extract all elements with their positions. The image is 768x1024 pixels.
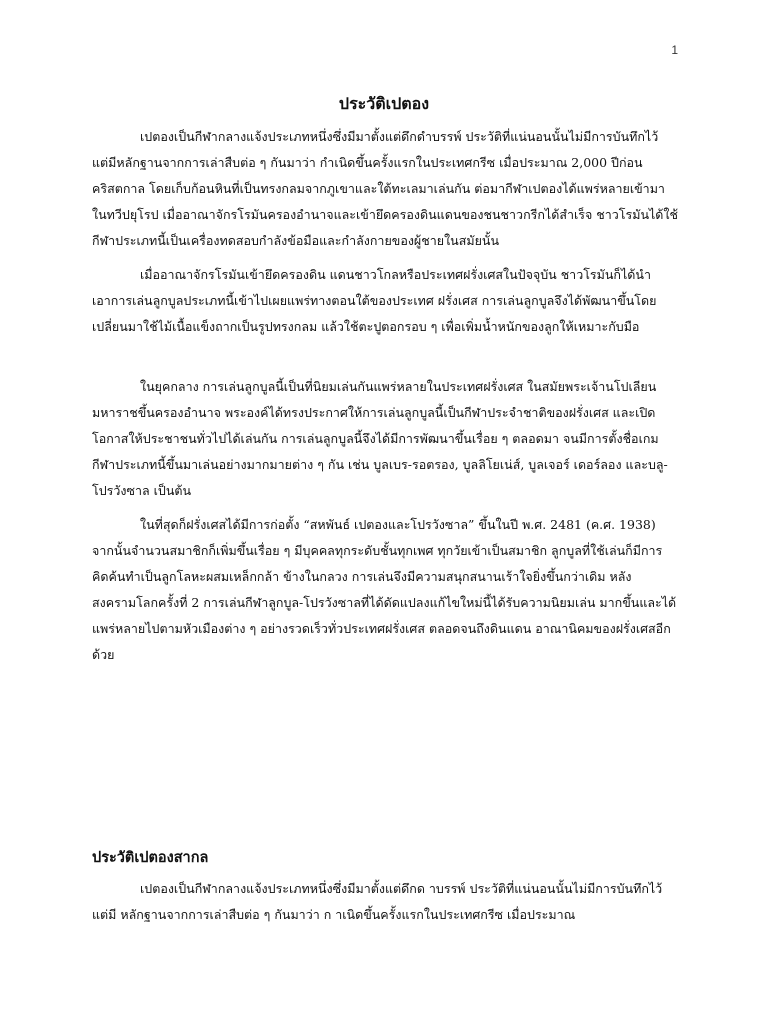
page-number: 1: [671, 43, 678, 57]
paragraph-4: ในที่สุดก็ฝรั่งเศสได้มีการก่อตั้ง “สหพันธ์ เปตองและโปรวังซาล” ขึ้นในปี พ.ศ. 2481 (ค.ศ. 1938) จากนั้นจำนวนสมาชิกก็เพิ่มขึ้นเรื่อย ๆ มีบุคคลทุกระดับชั้นทุกเพศ ทุกวัยเข้าเป็นสมาชิก ลูกบูลที่ใช้เล่นก็มีการคิดค้นทำเป็นลูกโลหะผสมเหล็กกล้า ข้างในกลวง การเล่นจึงมีความสนุกสนานเร้าใจยิ่งขึ้นกว่าเดิม หลังสงครามโลกครั้งที่ 2 การเล่นกีฬาลูกบูล-โปรวังซาลที่ได้ดัดแปลงแก้ไขใหม่นี้ได้รับความนิยมเล่น มากขึ้นและได้แพร่หลายไปตามหัวเมืองต่าง ๆ อย่างรวดเร็วทั่วประเทศฝรั่งเศส ตลอดจนถึงดินแดน อาณานิคมของฝรั่งเศสอีกด้วย: [92, 517, 677, 662]
paragraph-1: เปตองเป็นกีฬากลางแจ้งประเภทหนึ่งซึ่งมีมาตั้งแต่ดึกดำบรรพ์ ประวัติที่แน่นอนนั้นไม่มีการบันทึกไว้ แต่มีหลักฐานจากการเล่าสืบต่อ ๆ กันมาว่า กำเนิดขึ้นครั้งแรกในประเทศกรีซ เมื่อประมาณ 2,000 ปีก่อนคริสตกาล โดยเก็บก้อนหินที่เป็นทรงกลมจากภูเขาและใต้ทะเลมาเล่นกัน ต่อมากีฬาเปตองได้แพร่หลายเข้ามาในทวีปยุโรป เมื่ออาณาจักรโรมันครองอำนาจและเข้ายึดครองดินแดนของชนชาวกรีกได้สำเร็จ ชาวโรมันได้ใช้กีฬาประเภทนี้เป็นเครื่องทดสอบกำลังข้อมือและกำลังกายของผู้ชายในสมัยนั้น: [92, 129, 678, 248]
document-title: ประวัติเปตอง: [338, 94, 430, 113]
paragraph-3: ในยุคกลาง การเล่นลูกบูลนี้เป็นที่นิยมเล่นกันแพร่หลายในประเทศฝรั่งเศส ในสมัยพระเจ้านโปเลียนมหาราชขึ้นครองอำนาจ พระองค์ได้ทรงประกาศให้การเล่นลูกบูลนี้เป็นกีฬาประจำชาติของฝรั่งเศส และเปิดโอกาสให้ประชาชนทั่วไปได้เล่นกัน การเล่นลูกบูลนี้จึงได้มีการพัฒนาขึ้นเรื่อย ๆ ตลอดมา จนมีการตั้งชื่อเกมกีฬาประเภทนี้ขึ้นมาเล่นอย่างมากมายต่าง ๆ กัน เช่น บูลเบร-รอตรอง, บูลลิโยเน่ส์, บูลเจอร์ เดอร์ลอง และบลู- โปรวังซาล เป็นต้น: [92, 379, 668, 498]
section-title: ประวัติเปตองสากล: [92, 849, 209, 866]
paragraph-2: เมื่ออาณาจักรโรมันเข้ายึดครองดิน แดนชาวโกลหรือประเทศฝรั่งเศสในปัจจุบัน ชาวโรมันก็ได้นำเอาการเล่นลูกบูลประเภทนี้เข้าไปเผยแพร่ทางตอนใต้ของประเทศ ฝรั่งเศส การเล่นลูกบูลจึงได้พัฒนาขึ้นโดยเปลี่ยนมาใช้ไม้เนื้อแข็งถากเป็นรูปทรงกลม แล้วใช้ตะปูตอกรอบ ๆ เพื่อเพิ่มน้ำหนักของลูกให้เหมาะกับมือ: [92, 267, 657, 334]
section-paragraph: เปตองเป็นกีฬากลางแจ้งประเภทหนึ่งซึ่งมีมาตั้งแต่ดึกด าบรรพ์ ประวัติที่แน่นอนนั้นไม่มีการบันทึกไว้ แต่มี หลักฐานจากการเล่าสืบต่อ ๆ กันมาว่า ก าเนิดขึ้นครั้งแรกในประเทศกรีซ เมื่อประมาณ: [92, 881, 663, 922]
